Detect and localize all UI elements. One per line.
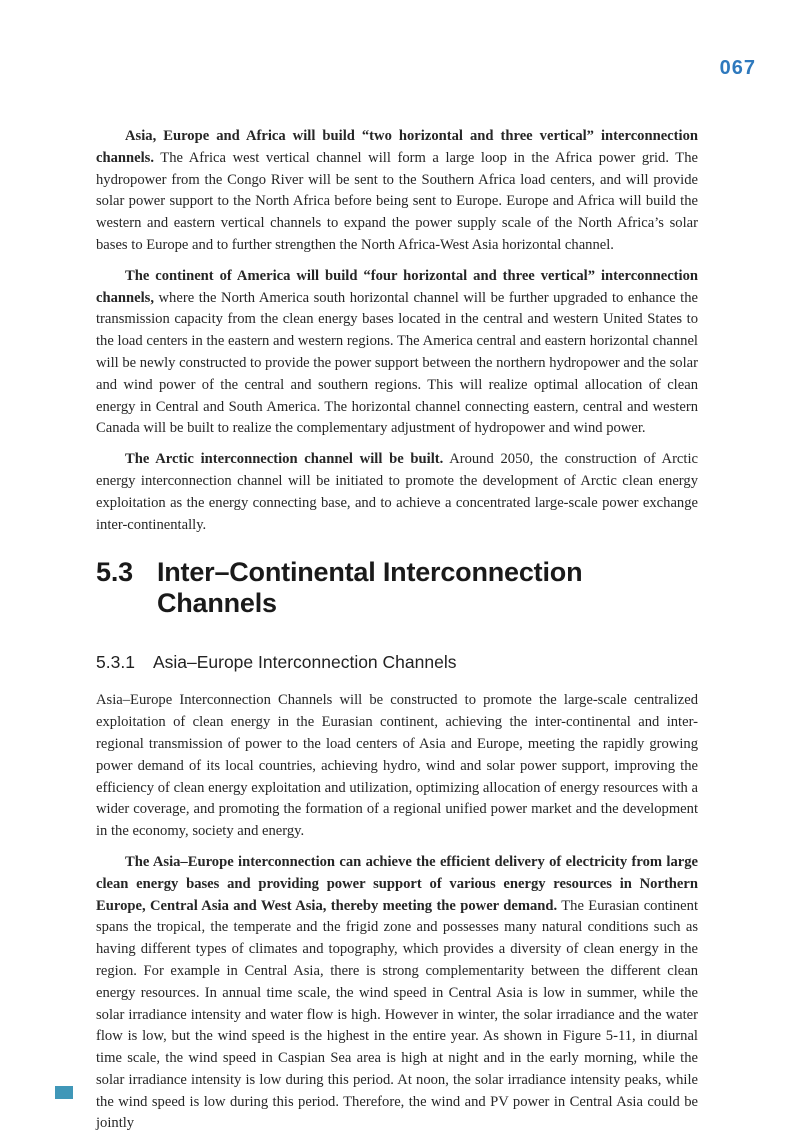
paragraph-lead-bold: The continent of America will build “four horizontal and three vertical” interconnection channels,: [96, 267, 698, 306]
page-number: 067: [719, 57, 756, 79]
paragraph-text: where the North America south horizontal channel will be further upgraded to enhance the transmission capacity from the clean energy bases located in the central and western United States to the load centers in the eastern and western regions. The America central and eastern horizontal channel will be newly constructed to provide the power support between the northern hydropower and the solar and wind power of the central and southern regions. This will realize optimal allocation of clean energy in Central and South America. The horizontal channel connecting eastern, central and western Canada will be built to realize the complementary adjustment of hydropower and wind power.: [96, 289, 698, 437]
paragraph-text: Asia–Europe Interconnection Channels will be constructed to promote the large-scale centralized exploitation of clean energy in the Eurasian continent, achieving the inter-continental and inter-regional transmission of power to the load centers of Asia and Europe, meeting the rapidly growing power demand of its local countries, achieving hydro, wind and solar power support, improving the efficiency of clean energy exploitation and utilization, optimizing allocation of energy resources with a wider coverage, and promoting the formation of a regional unified power market and the development in the economy, society and energy.: [96, 692, 698, 840]
section-heading-number: 5.3: [96, 557, 133, 588]
paragraph-text: The Eurasian continent spans the tropical, the temperate and the frigid zone and possesses many natural conditions such as having different types of climates and topography, which provides a diversity of clean energy in the region. For example in Central Asia, there is strong complementarity between the different clean energy resources. In annual time scale, the wind speed in Central Asia is low in summer, while the solar irradiance intensity and water flow is high. However in winter, the solar irradiance and the water flow is low, but the wind speed is the highest in the entire year. As shown in Figure 5-11, in diurnal time scale, the wind speed in Caspian Sea area is high at night and in the early morning, while the solar irradiance intensity is low during this period. At noon, the solar irradiance intensity peaks, while the wind speed is low during this period. Therefore, the wind and PV power in Central Asia could be jointly: [96, 897, 699, 1132]
paragraph-text: Around 2050, the construction of Arctic energy interconnection channel will be initiated to promote the development of Arctic clean energy exploitation as the energy connecting base, and to achieve a concentrated large-scale power exchange inter-continentally.: [96, 451, 698, 533]
subsection-heading-title: Asia–Europe Interconnection Channels: [152, 652, 457, 673]
paragraph: [96, 852, 698, 1135]
paragraph-lead-bold: The Arctic interconnection channel will be built.: [125, 451, 444, 468]
section-heading-title: Inter–Continental Interconnection Channels: [156, 557, 583, 619]
subsection-heading-number: 5.3.1: [96, 652, 135, 673]
paragraph: [96, 449, 698, 536]
footer-corner-mark: [55, 1086, 73, 1099]
paragraph-lead-bold: The Asia–Europe interconnection can achieve the efficient delivery of electricity from large clean energy bases and providing power support of various energy resources in Northern Europe, Central Asia and West Asia, thereby meeting the power demand.: [96, 853, 698, 914]
paragraph: [96, 690, 698, 843]
body-paragraphs-top: [96, 126, 698, 536]
paragraph: [96, 266, 698, 440]
section-heading: [96, 557, 698, 619]
paragraph: [96, 126, 698, 257]
paragraph-lead-bold: Asia, Europe and Africa will build “two horizontal and three vertical” interconnection channels.: [96, 128, 698, 166]
paragraph-text: The Africa west vertical channel will form a large loop in the Africa power grid. The hydropower from the Congo River will be sent to the Southern Africa load centers, and will provide solar power support to the North Africa before being sent to Europe. Europe and Africa will build the western and eastern vertical channels to expand the power supply scale of the North Africa’s solar bases to Europe and to further strengthen the North Africa-West Asia horizontal channel.: [96, 149, 698, 253]
page-content: [96, 126, 698, 1144]
body-paragraphs-bottom: [96, 690, 698, 1135]
subsection-heading: [96, 652, 698, 673]
